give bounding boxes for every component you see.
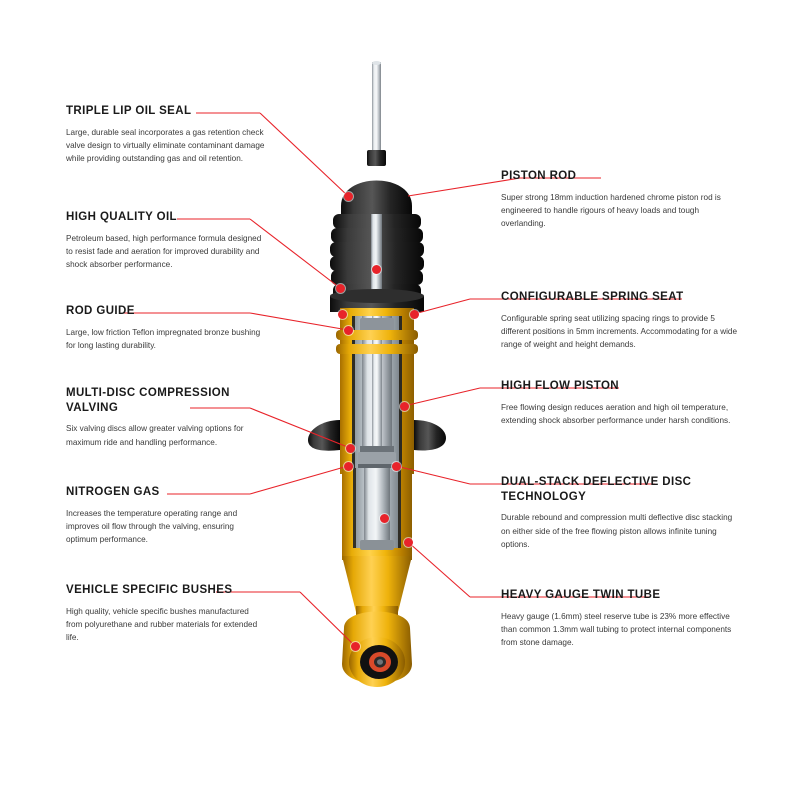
callout-body: Large, durable seal incorporates a gas retention check valve design to virtually eliminate contaminant damage while providing outstanding gas and oil retention. [66, 127, 265, 164]
callout-body: Six valving discs allow greater valving options for maximum ride and handling performance. [66, 424, 244, 447]
callout-title: MULTI-DISC COMPRESSION VALVING [66, 387, 230, 414]
callout-body: Free flowing design reduces aeration and high oil temperature, extending shock absorber performance under harsh conditions. [501, 402, 731, 425]
callout-body: Durable rebound and compression multi deflective disc stacking on either side of the free flowing piston allows infinite tuning options. [501, 513, 733, 549]
callout-body: Super strong 18mm induction hardened chrome piston rod is engineered to handle rigours of heavy loads and tough overlanding. [501, 192, 721, 229]
callout-title: HEAVY GAUGE TWIN TUBE [501, 589, 661, 601]
callout-title: NITROGEN GAS [66, 486, 160, 498]
callout-title: CONFIGURABLE SPRING SEAT [501, 291, 684, 303]
callout-rod-guide [66, 304, 266, 352]
callout-body: Large, low friction Teflon impregnated bronze bushing for long lasting durability. [66, 327, 261, 350]
callout-triple-lip-oil-seal [66, 104, 266, 166]
hotspot-high-flow-piston [400, 402, 409, 411]
callout-configurable-spring-seat [501, 290, 739, 352]
hotspot-nitrogen-gas [344, 462, 353, 471]
hotspot-piston-rod [372, 265, 381, 274]
callout-piston-rod [501, 169, 739, 231]
callout-high-quality-oil [66, 210, 266, 272]
hotspot-piston-rod-lower [380, 514, 389, 523]
hotspot-heavy-gauge-twin-tube [404, 538, 413, 547]
hotspot-multi-disc-compression-valving [346, 444, 355, 453]
callout-title: VEHICLE SPECIFIC BUSHES [66, 584, 233, 596]
callout-title: TRIPLE LIP OIL SEAL [66, 105, 192, 117]
callout-body: Increases the temperature operating range and improves oil flow through the valving, ensuring optimum performance. [66, 508, 238, 545]
callout-body: High quality, vehicle specific bushes manufactured from polyurethane and rubber materials for extended life. [66, 606, 258, 643]
callout-heavy-gauge-twin-tube [501, 588, 739, 650]
callout-title: DUAL-STACK DEFLECTIVE DISC TECHNOLOGY [501, 476, 692, 503]
callout-body: Petroleum based, high performance formula designed to resist fade and aeration for improved durability and shock absorber performance. [66, 233, 262, 270]
callout-multi-disc-compression-valving [66, 386, 266, 449]
callout-vehicle-specific-bushes [66, 583, 266, 645]
callout-title: HIGH FLOW PISTON [501, 380, 619, 392]
callout-body: Configurable spring seat utilizing spacing rings to provide 5 different positions in 5mm increments. Accommodating for a wide range of weight and height demands. [501, 313, 738, 350]
hotspot-rod-guide [344, 326, 353, 335]
hotspot-dual-stack-deflective-disc [392, 462, 401, 471]
callout-title: PISTON ROD [501, 170, 577, 182]
callout-body: Heavy gauge (1.6mm) steel reserve tube is 23% more effective than common 1.3mm wall tubing to protect internal components from stone damage. [501, 611, 732, 648]
callout-title: ROD GUIDE [66, 305, 135, 317]
hotspot-boot-seal [338, 310, 347, 319]
callout-nitrogen-gas [66, 485, 266, 547]
hotspot-configurable-spring-seat [410, 310, 419, 319]
callout-high-flow-piston [501, 379, 739, 427]
hotspot-vehicle-specific-bushes [351, 642, 360, 651]
hotspot-high-quality-oil [336, 284, 345, 293]
callout-title: HIGH QUALITY OIL [66, 211, 177, 223]
hotspot-triple-lip-oil-seal [344, 192, 353, 201]
callout-dual-stack-deflective-disc-technology [501, 475, 739, 551]
